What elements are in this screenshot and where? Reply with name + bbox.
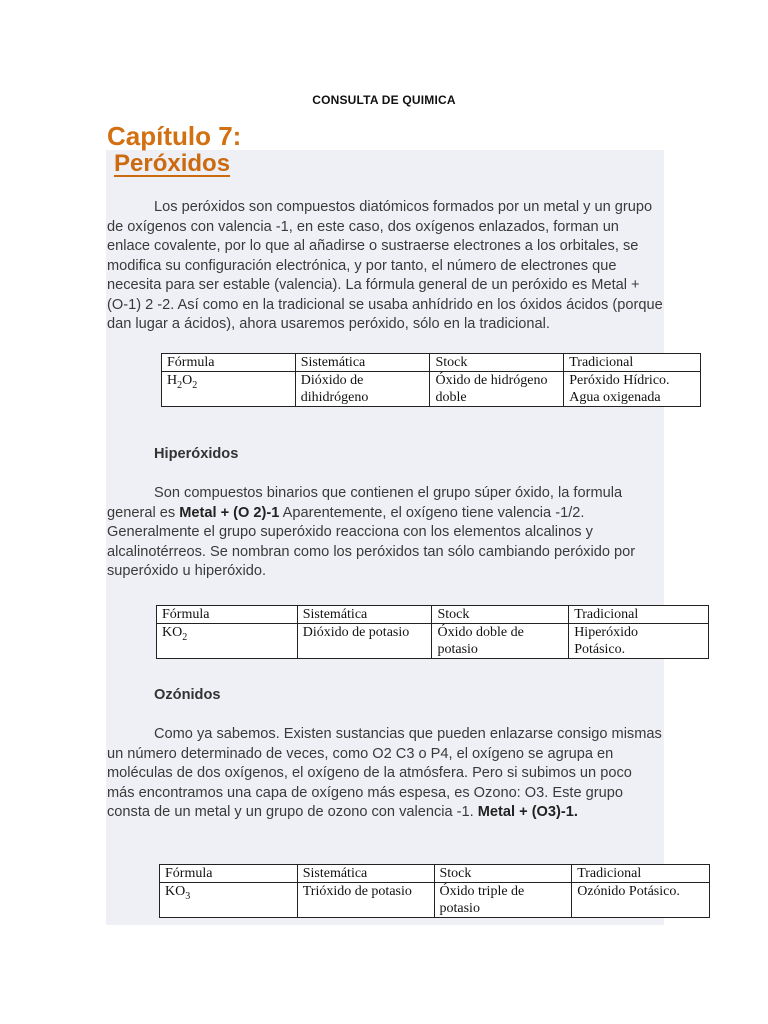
table-row bbox=[162, 372, 701, 407]
peroxidos-paragraph bbox=[107, 198, 663, 335]
tradicional-cell: Ozónido Potásico. bbox=[572, 883, 710, 918]
stock-cell: Óxido triple de potasio bbox=[434, 883, 572, 918]
hiperoxidos-paragraph: Son compuestos binarios que contienen el grupo súper óxido, la formula general es Metal + (O 2)-1 Aparentemente, el oxígeno tiene valencia -1/2. Generalmente el grupo superóxido reacciona con los elementos alcalinos y alcalinotérreos. Se nombran como los peróxidos tan sólo cambiando peróxido por superóxido u hiperóxido. bbox=[107, 485, 636, 579]
table-header-row bbox=[157, 606, 709, 624]
hiperoxidos-heading: Hiperóxidos bbox=[154, 446, 239, 462]
sistematica-cell: Dióxido de dihidrógeno bbox=[295, 372, 430, 407]
chapter-title: Capítulo 7: bbox=[107, 121, 242, 151]
ozonidos-table bbox=[159, 864, 710, 918]
sistematica-cell: Trióxido de potasio bbox=[297, 883, 434, 918]
table-row bbox=[160, 883, 710, 918]
table-header-cell: Sistemática bbox=[297, 865, 434, 883]
table-header-cell: Fórmula bbox=[157, 606, 298, 624]
table-header-cell: Stock bbox=[432, 606, 569, 624]
table-header-cell: Fórmula bbox=[160, 865, 298, 883]
formula-bold: Metal + (O 2)-1 bbox=[179, 504, 280, 521]
stock-cell: Óxido doble de potasio bbox=[432, 624, 569, 659]
table-header-cell: Tradicional bbox=[569, 606, 709, 624]
tradicional-cell: Hiperóxido Potásico. bbox=[569, 624, 709, 659]
document-header: CONSULTA DE QUIMICA bbox=[312, 93, 456, 107]
tradicional-cell: Peróxido Hídrico. Agua oxigenada bbox=[564, 372, 701, 407]
table-header-row bbox=[162, 354, 701, 372]
hiperoxidos-table bbox=[156, 605, 709, 659]
table-header-cell: Fórmula bbox=[162, 354, 296, 372]
peroxidos-text: Los peróxidos son compuestos diatómicos formados por un metal y un grupo de oxígenos con valencia -1, en este caso, dos oxígenos enlazados, forman un enlace covalente, por lo que al añadirse o sustraerse electrones a los orbitales, se modifica su configuración electrónica, y por tanto, el número de electrones que necesita para ser estable (valencia). La fórmula general de un peróxido es Metal + (O-1) 2 -2. Así como en la tradicional se usaba anhídrido en los óxidos ácidos (porque dan lugar a ácidos), ahora usaremos peróxido, sólo en la tradicional. bbox=[107, 199, 663, 332]
stock-cell: Óxido de hidrógeno doble bbox=[430, 372, 564, 407]
sistematica-cell: Dióxido de potasio bbox=[297, 624, 432, 659]
table-header-cell: Sistemática bbox=[297, 606, 432, 624]
table-row bbox=[157, 624, 709, 659]
table-header-cell: Sistemática bbox=[295, 354, 430, 372]
table-header-cell: Stock bbox=[430, 354, 564, 372]
peroxidos-table bbox=[161, 353, 701, 407]
formula-cell: $H_2O_2$ bbox=[162, 372, 296, 407]
formula-cell: $KO_2$ bbox=[157, 624, 298, 659]
table-header-cell: Tradicional bbox=[564, 354, 701, 372]
ozonidos-paragraph: Como ya sabemos. Existen sustancias que pueden enlazarse consigo mismas un número determinado de veces, como O2 C3 o P4, el oxígeno se agrupa en moléculas de dos oxígenos, el oxígeno de la atmósfera. Pero si subimos un poco más encontramos una capa de oxígeno más espesa, es Ozono: O3. Este grupo consta de un metal y un grupo de ozono con valencia -1. Metal + (O3)-1. bbox=[107, 726, 662, 820]
ozonidos-heading: Ozónidos bbox=[154, 687, 221, 703]
formula-bold: Metal + (O3)-1. bbox=[477, 804, 578, 820]
table-header-cell: Tradicional bbox=[572, 865, 710, 883]
chapter-subtitle: Peróxidos bbox=[114, 150, 231, 177]
formula-cell: $KO_3$ bbox=[160, 883, 298, 918]
table-header-row bbox=[160, 865, 710, 883]
table-header-cell: Stock bbox=[434, 865, 572, 883]
